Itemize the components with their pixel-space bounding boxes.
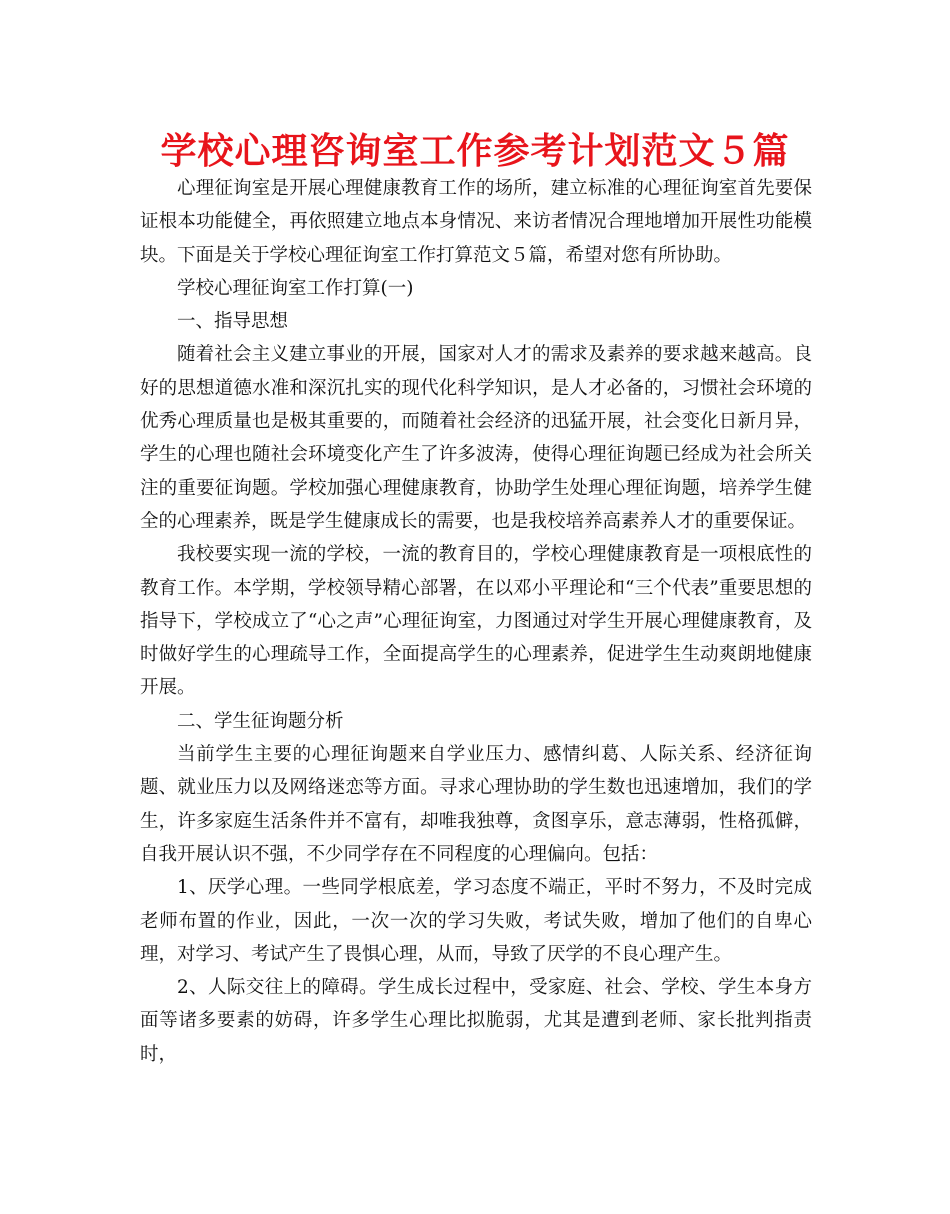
section-heading: 一、指导思想: [177, 311, 289, 333]
paragraph: 心理征询室是开展心理健康教育工作的场所，建立标准的心理征询室首先要保证根本功能健全，再依照建立地点本身情况、来访者情况合理地增加开展性功能模块。下面是关于学校心理征询室工作打算范文５篇，希望对您有所协助。: [140, 178, 812, 266]
section-heading: 二、学生征询题分析: [177, 710, 344, 732]
paragraph: 随着社会主义建立事业的开展，国家对人才的需求及素养的要求越来越高。良好的思想道德水准和深沉扎实的现代化科学知识，是人才必备的，习惯社会环境的优秀心理质量也是极其重要的，而随着社会经济的迅猛开展，社会变化日新月异，学生的心理也随社会环境变化产生了许多波涛，使得心理征询题已经成为社会所关注的重要征询题。学校加强心理健康教育，协助学生处理心理征询题，培养学生健全的心理素养，既是学生健康成长的需要，也是我校培养高素养人才的重要保证。: [140, 344, 812, 532]
paragraph: 当前学生主要的心理征询题来自学业压力、感情纠葛、人际关系、经济征询题、就业压力以及网络迷恋等方面。寻求心理协助的学生数也迅速增加，我们的学生，许多家庭生活条件并不富有，却唯我独尊，贪图享乐，意志薄弱，性格孤僻，自我开展认识不强，不少同学存在不同程度的心理偏向。包括：: [140, 744, 812, 865]
paragraph: 我校要实现一流的学校，一流的教育目的，学校心理健康教育是一项根底性的教育工作。本学期，学校领导精心部署，在以邓小平理论和“三个代表”重要思想的指导下，学校成立了“心之声”心理征询室，力图通过对学生开展心理健康教育，及时做好学生的心理疏导工作，全面提高学生的心理素养，促进学生生动爽朗地健康开展。: [140, 544, 812, 699]
document-body: [140, 172, 812, 1071]
paragraph: 2、人际交往上的障碍。学生成长过程中，受家庭、社会、学校、学生本身方面等诸多要素的妨碍，许多学生心理比拟脆弱，尤其是遭到老师、家长批判指责时，: [140, 977, 812, 1065]
document-title: 学校心理咨询室工作参考计划范文５篇: [160, 131, 790, 172]
section-heading: 学校心理征询室工作打算(一): [177, 277, 414, 299]
paragraph: 1、厌学心理。一些同学根底差，学习态度不端正，平时不努力，不及时完成老师布置的作业，因此，一次一次的学习失败，考试失败，增加了他们的自卑心理，对学习、考试产生了畏惧心理，从而，导致了厌学的不良心理产生。: [140, 877, 812, 965]
